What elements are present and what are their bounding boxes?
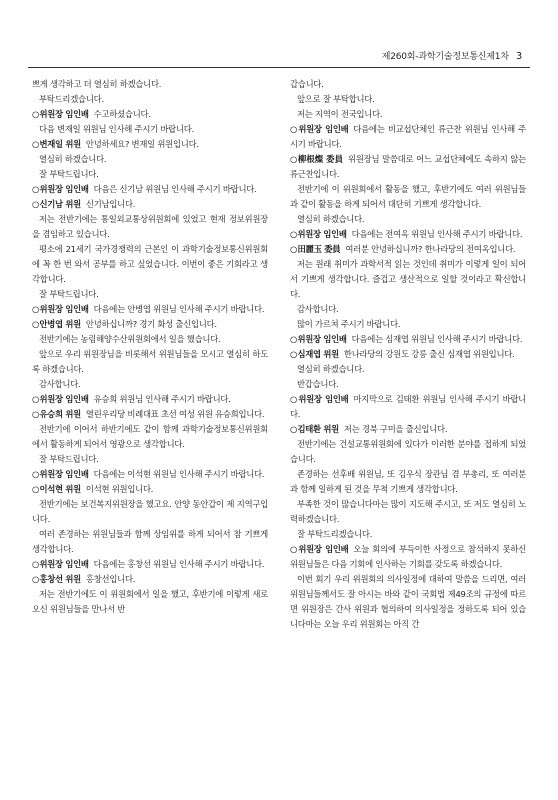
body-paragraph: 잘 부탁드립니다. (39, 169, 99, 179)
body-paragraph: 전반기에는 보건복지위원장을 했고요. 안양 동안갑이 제 지역구입니다. (32, 499, 268, 524)
speaker-name-text: 위원장 임인배 (39, 184, 89, 194)
speaker-paragraph (290, 347, 526, 362)
body-paragraph: 열심히 하겠습니다. (297, 364, 365, 374)
body-paragraph: 저는 원래 취미가 과학서적 읽는 것인데 취미가 이렇게 일이 되어서 기쁘게 생각합니다. 즐겁고 생산적으로 일할 것이라고 확신합니다. (290, 259, 526, 299)
body-paragraph: 부족한 것이 많습니다마는 많이 지도해 주시고, 또 저도 열심히 노력하겠습니다. (290, 499, 526, 524)
speaker-name-text: 위원장 임인배 (39, 559, 89, 569)
speaker-name (32, 319, 81, 329)
body-paragraph: 다음 변재일 위원님 인사해 주시기 바랍니다. (39, 124, 194, 134)
speech-text: 다음에는 이석현 위원님 인사해 주시기 바랍니다. (93, 469, 265, 479)
speaker-marker: ○ (32, 184, 39, 194)
speaker-marker: ○ (32, 574, 39, 584)
speaker-name-text: 田麗玉 委員 (297, 244, 341, 254)
body-paragraph: 평소에 21세기 국가경쟁력의 근본인 이 과학기술정보통신위원회에 꼭 한 번 와서 공부를 하고 싶었습니다. 이번이 좋은 기회라고 생각합니다. (32, 244, 268, 284)
speaker-marker: ○ (32, 394, 39, 404)
body-paragraph: 이번 회기 우리 위원회의 의사일정에 대하여 말씀을 드리면, 여러 위원님들께서도 잘 아시는 바와 같이 국회법 제49조의 규정에 따르면 위원장은 간사 위원과 협의하여 의사일정을 정하도록 되어 있습니다마는 오늘 우리 위원회는 아직 간 (290, 574, 526, 629)
speaker-name-text: 위원장 임인배 (39, 304, 89, 314)
speech-text: 열린우리당 비례대표 초선 여성 위원 유승희입니다. (85, 409, 265, 419)
left-column (32, 77, 268, 617)
speaker-name (290, 154, 343, 164)
speech-text: 오늘 회의에 부득이한 사정으로 참석하지 못하신 위원님들은 다음 기회에 인사하는 기회를 갖도록 하겠습니다. (290, 544, 526, 569)
speaker-name-text: 김태환 위원 (297, 424, 339, 434)
speech-text: 위원장님 말씀대로 어느 교섭단체에도 속하지 않는 류근찬입니다. (290, 154, 526, 179)
speaker-marker: ○ (32, 139, 39, 149)
speaker-name (32, 394, 89, 404)
speaker-paragraph (290, 227, 526, 242)
speaker-name-text: 위원장 임인배 (297, 334, 347, 344)
speaker-name-text: 위원장 임인배 (298, 124, 349, 134)
speaker-name-text: 유승희 위원 (39, 409, 81, 419)
body-paragraph: 반갑습니다. (297, 379, 339, 389)
body-paragraph: 갑습니다. (290, 79, 324, 89)
speaker-name (32, 559, 89, 569)
speaker-paragraph (32, 182, 268, 197)
body-paragraph: 저는 전반기에도 이 위원회에서 일을 했고, 후반기에 이렇게 새로 오신 위원님들을 만나서 반 (32, 589, 268, 614)
speech-text: 다음에는 전여옥 위원님 인사해 주시기 바랍니다. (351, 229, 523, 239)
speech-text: 안녕하세요? 변재일 위원입니다. (85, 139, 199, 149)
speaker-marker: ○ (32, 319, 39, 329)
speech-text: 여러분 안녕하십니까? 한나라당의 전여옥입니다. (345, 244, 516, 254)
speaker-marker: ○ (290, 349, 297, 359)
page-number: 3 (515, 51, 522, 62)
speaker-marker: ○ (32, 469, 39, 479)
speaker-paragraph (32, 392, 268, 407)
speech-text: 다음은 신기남 위원님 인사해 주시기 바랍니다. (93, 184, 257, 194)
speaker-paragraph (290, 242, 526, 257)
speaker-marker: ○ (290, 244, 297, 254)
speaker-paragraph (32, 467, 268, 482)
speaker-name (290, 349, 339, 359)
speaker-name-text: 신기남 위원 (39, 199, 81, 209)
speaker-name-text: 홍창선 위원 (39, 574, 81, 584)
speech-text: 저는 경북 구미을 출신입니다. (343, 424, 448, 434)
speaker-paragraph (290, 542, 526, 572)
body-paragraph: 앞으로 우리 위원장님을 비롯해서 위원님들을 모시고 열심히 하도록 하겠습니다. (32, 349, 268, 374)
speaker-paragraph (32, 482, 268, 497)
speaker-name-text: 위원장 임인배 (297, 229, 347, 239)
speech-text: 안녕하십니까? 경기 화성 출신입니다. (85, 319, 217, 329)
body-paragraph: 여러 존경하는 위원님들과 함께 상임위를 하게 되어서 참 기쁘게 생각합니다. (32, 529, 268, 554)
speaker-marker: ○ (32, 559, 39, 569)
speaker-name (290, 229, 347, 239)
speaker-name-text: 위원장 임인배 (39, 394, 89, 404)
speaker-marker: ○ (290, 544, 298, 554)
speaker-name-text: 柳根燦 委員 (297, 154, 344, 164)
speaker-name (290, 124, 348, 134)
page-header (28, 44, 530, 68)
speaker-paragraph (290, 152, 526, 182)
speaker-marker: ○ (290, 394, 298, 404)
body-paragraph: 저는 지역이 전국입니다. (297, 109, 383, 119)
body-paragraph: 감사합니다. (297, 304, 339, 314)
body-paragraph: 존경하는 선후배 위원님, 또 김우식 장관님 겸 부총리, 또 여러분과 함께 일하게 된 것을 무척 기쁘게 생각합니다. (290, 469, 526, 494)
body-paragraph: 잘 부탁드립니다. (39, 289, 99, 299)
speaker-marker: ○ (32, 484, 39, 494)
body-paragraph: 저는 전반기에는 통일외교통상위원회에 있었고 현재 정보위원장을 겸임하고 있습니다. (32, 214, 268, 239)
speaker-name (32, 484, 81, 494)
speech-text: 수고하셨습니다. (93, 109, 151, 119)
speaker-paragraph (32, 557, 268, 572)
body-paragraph: 전반기에 이어서 하반기에도 같이 함께 과학기술정보통신위원회에서 활동하게 되어서 영광으로 생각합니다. (32, 424, 268, 449)
speech-text: 다음에는 홍창선 위원님 인사해 주시기 바랍니다. (93, 559, 265, 569)
speech-text: 다음에는 심재엽 위원님 인사해 주시기 바랍니다. (351, 334, 523, 344)
speaker-paragraph (32, 197, 268, 212)
speaker-marker: ○ (32, 199, 39, 209)
speaker-marker: ○ (290, 154, 298, 164)
speaker-name-text: 위원장 임인배 (39, 109, 89, 119)
speech-text: 유승희 위원님 인사해 주시기 바랍니다. (93, 394, 231, 404)
speaker-marker: ○ (32, 304, 39, 314)
body-paragraph: 전반기에는 건설교통위원회에 있다가 이러한 분야를 접하게 되었습니다. (290, 439, 526, 464)
speaker-paragraph (290, 392, 526, 422)
speaker-marker: ○ (32, 409, 39, 419)
right-column (290, 77, 526, 632)
speaker-paragraph (32, 302, 268, 317)
speaker-paragraph (290, 332, 526, 347)
speaker-marker: ○ (32, 109, 39, 119)
speaker-paragraph (290, 422, 526, 437)
speaker-name (290, 244, 340, 254)
speaker-marker: ○ (290, 229, 297, 239)
speaker-name-text: 변재일 위원 (39, 139, 81, 149)
header-title: 제260회-과학기술정보통신제1차 (381, 52, 509, 62)
speaker-paragraph (32, 137, 268, 152)
speaker-paragraph (32, 407, 268, 422)
body-paragraph: 쁘게 생각하고 더 열심히 하겠습니다. (32, 79, 162, 89)
speaker-paragraph (32, 572, 268, 587)
speaker-name (32, 139, 81, 149)
speech-text: 다음에는 비교섭단체인 류근찬 위원님 인사해 주시기 바랍니다. (290, 124, 526, 149)
body-paragraph: 많이 가르쳐 주시기 바랍니다. (297, 319, 401, 329)
speaker-name (32, 469, 89, 479)
body-paragraph: 부탁드리겠습니다. (39, 94, 104, 104)
body-paragraph: 감사합니다. (39, 379, 81, 389)
speaker-name-text: 위원장 임인배 (298, 544, 349, 554)
body-paragraph: 잘 부탁드립니다. (39, 454, 99, 464)
speaker-marker: ○ (290, 124, 298, 134)
speech-text: 이석현 위원입니다. (85, 484, 154, 494)
speech-text: 홍창선입니다. (85, 574, 136, 584)
speaker-name (290, 424, 339, 434)
body-paragraph: 잘 부탁드리겠습니다. (297, 529, 373, 539)
body-paragraph: 앞으로 잘 부탁합니다. (297, 94, 375, 104)
speech-text: 다음에는 안병엽 위원님 인사해 주시기 바랍니다. (93, 304, 265, 314)
speaker-paragraph (32, 317, 268, 332)
speaker-name-text: 심재엽 위원 (297, 349, 339, 359)
speaker-name (32, 109, 89, 119)
speaker-name (32, 574, 81, 584)
header-text (382, 49, 522, 62)
speaker-name-text: 이석현 위원 (39, 484, 81, 494)
speech-text: 신기남입니다. (85, 199, 136, 209)
speaker-name (32, 199, 81, 209)
speaker-marker: ○ (290, 334, 297, 344)
speaker-name (290, 334, 347, 344)
speaker-name-text: 안병엽 위원 (39, 319, 81, 329)
speaker-name (32, 409, 81, 419)
speech-text: 한나라당의 강원도 강릉 출신 심재엽 위원입니다. (343, 349, 515, 359)
speaker-marker: ○ (290, 424, 297, 434)
speaker-paragraph (32, 107, 268, 122)
speaker-name (290, 394, 348, 404)
speech-text: 마지막으로 김태환 위원님 인사해 주시기 바랍니다. (290, 394, 526, 419)
body-paragraph: 열심히 하겠습니다. (297, 214, 365, 224)
speaker-name (32, 184, 89, 194)
speaker-name (290, 544, 348, 554)
speaker-name-text: 위원장 임인배 (39, 469, 89, 479)
speaker-name (32, 304, 89, 314)
body-paragraph: 전반기에 이 위원회에서 활동을 했고, 후반기에도 여러 위원님들과 같이 활동을 하게 되어서 대단히 기쁘게 생각합니다. (290, 184, 526, 209)
body-paragraph: 열심히 하겠습니다. (39, 154, 107, 164)
speaker-name-text: 위원장 임인배 (298, 394, 349, 404)
speaker-paragraph (290, 122, 526, 152)
body-paragraph: 전반기에는 농림해양수산위원회에서 일을 했습니다. (39, 334, 221, 344)
